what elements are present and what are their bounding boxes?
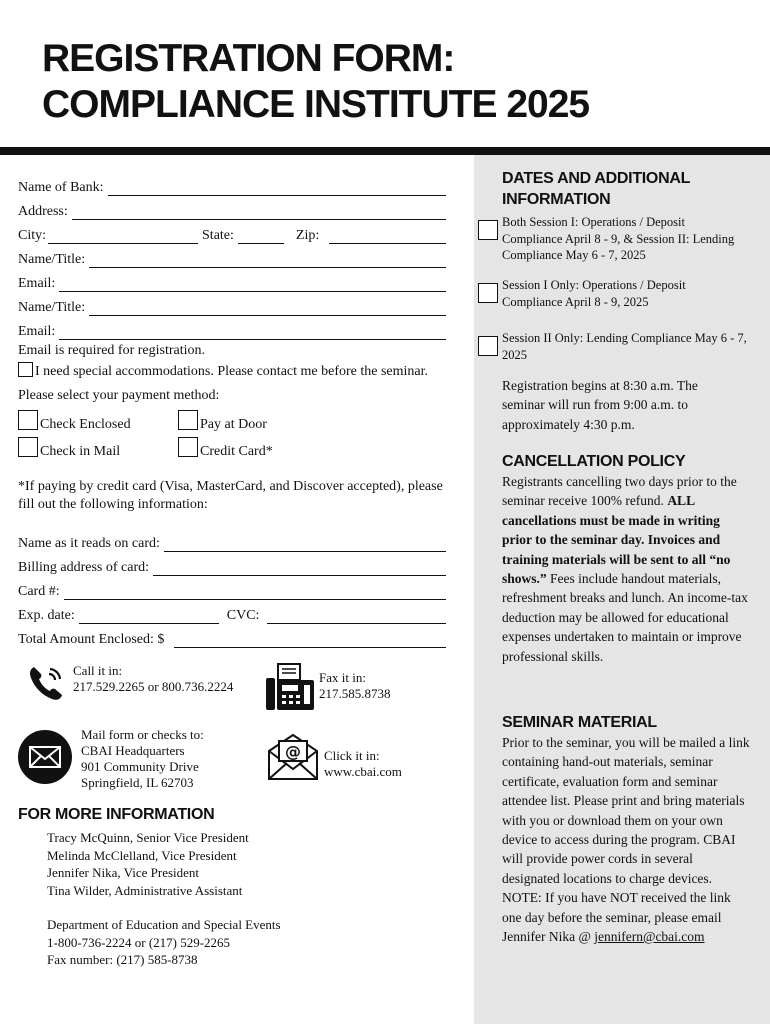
dates-heading: DATES AND ADDITIONAL INFORMATION <box>502 170 690 208</box>
email-field-1[interactable] <box>59 276 446 292</box>
title-divider <box>0 147 770 155</box>
mail-icon <box>17 729 73 785</box>
address-label: Address: <box>18 204 68 219</box>
registration-time: Registration begins at 8:30 a.m. The seminar will run from 9:00 a.m. to approximately 4:30 p.m. <box>502 378 698 432</box>
total-field[interactable] <box>174 632 446 648</box>
page-title <box>42 36 742 128</box>
state-field[interactable] <box>238 228 284 244</box>
email-label-1: Email: <box>18 276 56 291</box>
contact-person: Tracy McQuinn, Senior Vice President <box>47 830 249 845</box>
name-title-field-1[interactable] <box>89 252 446 268</box>
fax-icon <box>264 662 316 712</box>
email-row-1 <box>18 268 446 292</box>
mail-in-line-1: CBAI Headquarters <box>81 743 185 758</box>
card-number-row <box>18 576 446 600</box>
address-row <box>18 196 446 220</box>
cancellation-heading: CANCELLATION POLICY <box>502 453 686 470</box>
cvc-label: CVC: <box>226 608 260 623</box>
session-option-both[interactable] <box>478 214 748 264</box>
mail-in-line-2: 901 Community Drive <box>81 759 199 774</box>
card-name-row <box>18 528 446 552</box>
call-in-numbers: 217.529.2265 or 800.736.2224 <box>73 679 234 694</box>
payment-check-in-mail[interactable] <box>18 437 178 460</box>
session-both-checkbox[interactable] <box>478 220 498 240</box>
mail-in-label: Mail form or checks to: <box>81 727 204 742</box>
seminar-material-heading: SEMINAR MATERIAL <box>502 714 657 731</box>
check-enclosed-checkbox[interactable] <box>18 410 38 430</box>
total-label: Total Amount Enclosed: $ <box>18 632 165 647</box>
city-state-zip-row <box>18 220 446 244</box>
bank-name-label: Name of Bank: <box>18 180 104 195</box>
billing-label: Billing address of card: <box>18 560 150 575</box>
credit-card-checkbox[interactable] <box>178 437 198 457</box>
cancellation-rules: ALL cancellations must be made in writing prior to the seminar day. Invoices and training materials will be sent to all “no shows.” <box>502 493 731 587</box>
fax-in-number: 217.585.8738 <box>319 686 391 701</box>
cvc-field[interactable] <box>267 608 446 624</box>
check-in-mail-checkbox[interactable] <box>18 437 38 457</box>
session-both-label: Both Session I: Operations / Deposit Compliance April 8 - 9, & Session II: Lending Compliance May 6 - 7, 2025 <box>502 215 735 262</box>
more-info-heading: FOR MORE INFORMATION <box>18 806 215 823</box>
payment-options <box>18 410 446 460</box>
card-number-label: Card #: <box>18 584 60 599</box>
department-name: Department of Education and Special Events <box>47 917 281 932</box>
credit-card-label: Credit Card* <box>200 444 273 459</box>
session-two-checkbox[interactable] <box>478 336 498 356</box>
name-title-label-1: Name/Title: <box>18 252 86 267</box>
contact-email-link[interactable]: jennifern@cbai.com <box>594 929 705 945</box>
accommodations-checkbox[interactable] <box>18 362 33 377</box>
billing-row <box>18 552 446 576</box>
email-required-note: Email is required for registration. <box>18 343 205 358</box>
more-info-people <box>47 829 249 899</box>
cancellation-refund: Registrants cancelling two days prior to the seminar receive 100% refund. <box>502 474 737 509</box>
billing-field[interactable] <box>153 560 446 576</box>
zip-label: Zip: <box>295 228 320 243</box>
click-in-label: Click it in: <box>324 748 380 763</box>
bank-name-row <box>18 172 446 196</box>
state-label: State: <box>202 228 234 243</box>
check-enclosed-label: Check Enclosed <box>40 417 131 432</box>
name-title-field-2[interactable] <box>89 300 446 316</box>
card-name-label: Name as it reads on card: <box>18 536 160 551</box>
name-title-row-1 <box>18 244 446 268</box>
click-in-url[interactable]: www.cbai.com <box>324 764 402 779</box>
department-phones: 1-800-736-2224 or (217) 529-2265 <box>47 934 231 950</box>
name-title-label-2: Name/Title: <box>18 300 86 315</box>
name-title-row-2 <box>18 292 446 316</box>
pay-at-door-checkbox[interactable] <box>178 410 198 430</box>
cancellation-fees: Fees include handout materials, refreshment breaks and lunch. An income-tax deduction may be allowed for educational expenses undertaken to maintain or improve professional skills. <box>502 571 748 664</box>
call-in-label: Call it in: <box>73 663 123 678</box>
registration-form <box>18 172 446 648</box>
zip-field[interactable] <box>329 228 446 244</box>
title-line-2: COMPLIANCE INSTITUTE 2025 <box>42 83 590 126</box>
seminar-material-text <box>502 733 750 946</box>
accommodations-option[interactable] <box>18 362 446 381</box>
contact-person: Tina Wilder, Administrative Assistant <box>47 882 243 898</box>
cancellation-text <box>502 472 750 666</box>
accommodations-label: I need special accommodations. Please contact me before the seminar. <box>35 364 429 379</box>
payment-prompt: Please select your payment method: <box>18 388 220 403</box>
mail-in-line-3: Springfield, IL 62703 <box>81 775 194 790</box>
address-field[interactable] <box>72 204 446 220</box>
mail-in-block <box>81 727 204 791</box>
phone-icon <box>26 663 66 703</box>
title-line-1: REGISTRATION FORM: <box>42 37 455 80</box>
city-label: City: <box>18 228 47 243</box>
session-option-two[interactable] <box>478 330 748 363</box>
call-in-block <box>73 663 233 695</box>
exp-date-field[interactable] <box>79 608 219 624</box>
contact-person: Jennifer Nika, Vice President <box>47 865 200 880</box>
email-label-2: Email: <box>18 324 56 339</box>
card-number-field[interactable] <box>64 584 446 600</box>
city-field[interactable] <box>48 228 198 244</box>
fax-in-label: Fax it in: <box>319 670 366 685</box>
click-in-block <box>324 748 402 780</box>
more-info-department <box>47 916 281 969</box>
fax-in-block <box>319 670 391 702</box>
session-one-checkbox[interactable] <box>478 283 498 303</box>
payment-check-enclosed[interactable] <box>18 410 178 433</box>
card-name-field[interactable] <box>164 536 446 552</box>
payment-pay-at-door[interactable] <box>178 410 338 433</box>
pay-at-door-label: Pay at Door <box>200 417 267 432</box>
check-in-mail-label: Check in Mail <box>40 444 121 459</box>
email-row-2 <box>18 316 446 340</box>
seminar-material-body: Prior to the seminar, you will be mailed a link containing hand-out materials, seminar certificate, evaluation form and seminar attendee list. Please print and bring materials with you or download them on your own device to access during the program. CBAI will provide power cords in several designated locations to charge devices. NOTE: If you have NOT received the link one day before the seminar, please email Jennifer Nika @ <box>502 735 750 945</box>
department-fax: Fax number: (217) 585-8738 <box>47 952 198 967</box>
exp-cvc-row <box>18 600 446 624</box>
payment-credit-card[interactable] <box>178 437 338 460</box>
credit-card-note: *If paying by credit card (Visa, MasterCard, and Discover accepted), please fill out the following information: <box>18 479 443 512</box>
session-two-label: Session II Only: Lending Compliance May 6 - 7, 2025 <box>502 331 747 362</box>
total-row <box>18 624 446 648</box>
session-option-one[interactable] <box>478 277 748 310</box>
contact-person: Melinda McClelland, Vice President <box>47 847 237 863</box>
session-one-label: Session I Only: Operations / Deposit Compliance April 8 - 9, 2025 <box>502 278 686 309</box>
bank-name-field[interactable] <box>108 180 446 196</box>
email-field-2[interactable] <box>59 324 446 340</box>
email-at-icon <box>267 733 319 781</box>
svg-text:@: @ <box>285 742 301 761</box>
exp-date-label: Exp. date: <box>18 608 75 623</box>
